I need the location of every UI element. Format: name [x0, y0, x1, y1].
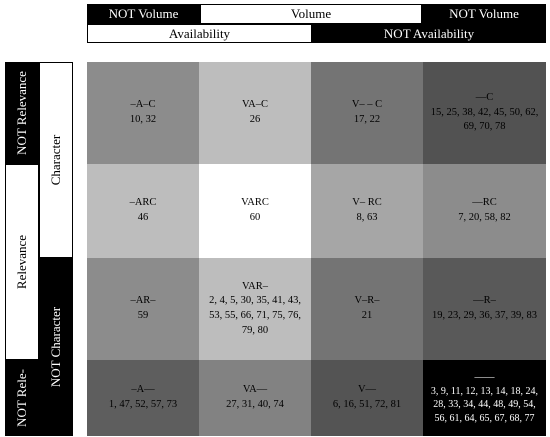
side-not-relevance-top — [5, 62, 39, 164]
cell-ids: 59 — [137, 310, 149, 321]
cell-r3c3 — [311, 258, 423, 360]
cell-combo: —RC — [472, 197, 497, 209]
cell-combo: –A–C — [130, 99, 156, 111]
cell-ids: 26 — [249, 114, 261, 125]
side-character — [39, 62, 73, 258]
cell-combo: –ARC — [129, 197, 157, 209]
cell-combo: VAR– — [241, 280, 269, 292]
cell-ids: 8, 63 — [356, 212, 378, 223]
cell-r1c1 — [87, 62, 199, 164]
cell-r3c4 — [423, 258, 546, 360]
cell-ids: 27, 31, 40, 74 — [226, 399, 284, 410]
header-not-availability: NOT Availability — [312, 24, 546, 43]
cell-ids: 60 — [249, 212, 261, 223]
header-not-volume-left: NOT Volume — [87, 4, 200, 24]
cell-ids: 6, 16, 51, 72, 81 — [332, 399, 402, 410]
header-availability: Availability — [87, 24, 312, 43]
cell-ids: 46 — [137, 212, 149, 223]
header-volume: Volume — [200, 4, 422, 24]
cell-ids: 1, 47, 52, 57, 73 — [108, 399, 178, 410]
cell-combo: —R– — [473, 295, 496, 307]
cell-ids: 2, 4, 5, 30, 35, 41, 43, 53, 55, 66, 71, 75, 76, 79, 80 — [209, 295, 301, 336]
cell-combo: VARC — [241, 197, 269, 209]
cell-combo: VA— — [242, 384, 268, 396]
cell-ids: 15, 25, 38, 42, 45, 50, 62, 69, 70, 78 — [430, 106, 539, 133]
cell-combo: V–R– — [354, 295, 380, 307]
combination-grid — [87, 62, 546, 436]
cell-combo: V– – C — [351, 99, 383, 111]
side-character-label: Character — [48, 134, 63, 186]
cell-combo: –AR– — [130, 295, 156, 307]
side-not-relevance-bottom-label: NOT Rele- — [14, 369, 29, 427]
cell-ids: 19, 23, 29, 36, 37, 39, 83 — [432, 310, 537, 321]
cell-combo: –A— — [131, 384, 155, 396]
cell-r1c2 — [199, 62, 311, 164]
cell-r2c3 — [311, 164, 423, 258]
cell-combo: V— — [357, 384, 377, 396]
cell-r2c4 — [423, 164, 546, 258]
side-not-character — [39, 258, 73, 436]
cell-r1c4 — [423, 62, 546, 164]
cell-r3c1 — [87, 258, 199, 360]
header-not-volume-right: NOT Volume — [422, 4, 546, 24]
cell-ids: 3, 9, 11, 12, 13, 14, 18, 24, 28, 33, 34, 44, 48, 49, 54, 56, 61, 64, 65, 67, 68, 77 — [430, 385, 539, 424]
side-relevance-label: Relevance — [14, 234, 29, 290]
side-relevance — [5, 164, 39, 360]
side-not-relevance-bottom — [5, 360, 39, 436]
cell-combo: VA–C — [241, 99, 269, 111]
cell-ids: 7, 20, 58, 82 — [458, 212, 511, 223]
cell-r4c2 — [199, 360, 311, 436]
cell-ids: 21 — [361, 310, 373, 321]
cell-r2c2 — [199, 164, 311, 258]
side-not-relevance-top-label: NOT Relevance — [14, 71, 29, 155]
cell-combo: V– RC — [352, 197, 382, 209]
cell-r1c3 — [311, 62, 423, 164]
cell-combo: —C — [475, 91, 494, 103]
cell-r4c4 — [423, 360, 546, 436]
cell-r2c1 — [87, 164, 199, 258]
cell-r4c3 — [311, 360, 423, 436]
cell-ids: 17, 22 — [353, 114, 381, 125]
cell-r3c2 — [199, 258, 311, 360]
side-not-character-label: NOT Character — [48, 306, 63, 388]
cell-ids: 10, 32 — [129, 114, 157, 125]
cell-combo: —— — [474, 372, 495, 383]
cell-r4c1 — [87, 360, 199, 436]
